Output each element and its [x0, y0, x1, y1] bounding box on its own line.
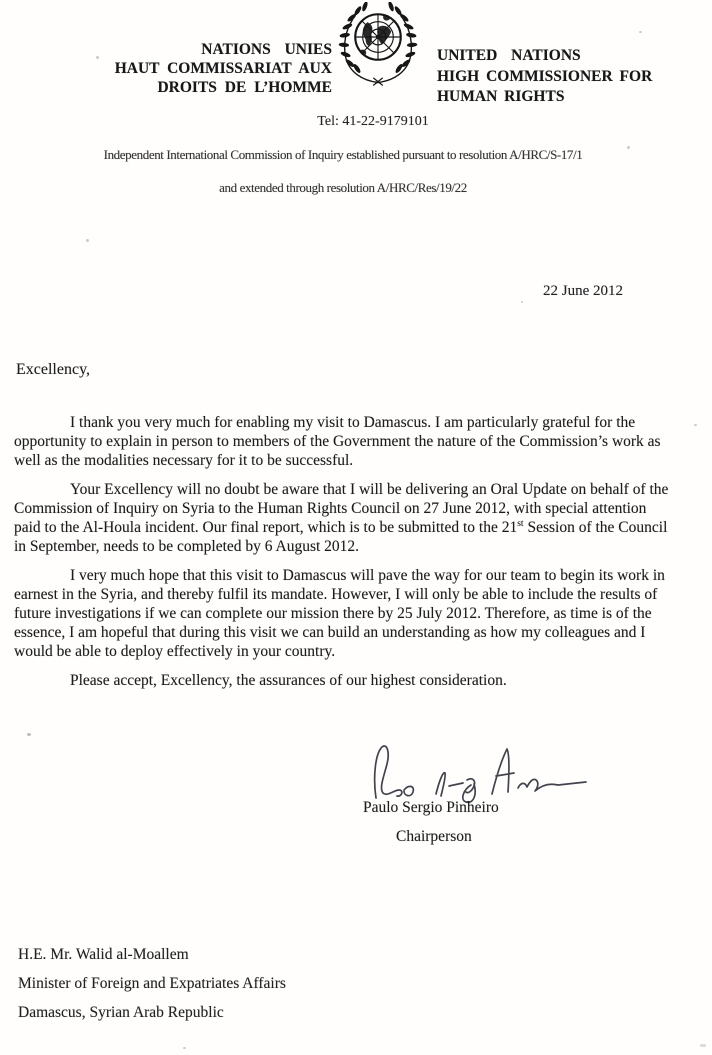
letterhead-english-line1: UNITED NATIONS [437, 47, 581, 64]
salutation: Excellency, [16, 361, 91, 378]
letterhead-french-line1: NATIONS UNIES [201, 41, 332, 58]
scan-speck [627, 146, 630, 149]
signature-scrawl [366, 740, 594, 806]
closing-line: Please accept, Excellency, the assurances of our highest consideration. [70, 672, 507, 689]
scan-speck [183, 1047, 186, 1049]
scan-speck [86, 239, 89, 242]
commission-line-1: Independent International Commission of Inquiry established pursuant to resolution A/HRC/S-17/1 [103, 147, 583, 162]
paragraph-2-post: Session of the Council in September, needs to be completed by 6 August 2012. [14, 519, 668, 555]
recipient-name: H.E. Mr. Walid al-Moallem [18, 946, 189, 963]
paragraph-3: I very much hope that this visit to Damascus will pave the way for our team to begin its work in earnest in the Syria, and thereby fulfil its mandate. However, I will only be able to include the results of future investigations if we can complete our mission there by 25 July 2012. Therefore, as time is of the essence, I am hopeful that during this visit we can build an understanding as how my colleagues and I would be able to deploy effectively in your country. [14, 567, 665, 660]
recipient-location: Damascus, Syrian Arab Republic [18, 1004, 224, 1021]
letterhead-french-line3: DROITS DE L’HOMME [157, 79, 332, 96]
letter-date: 22 June 2012 [543, 283, 623, 299]
signature-title: Chairperson [396, 828, 472, 845]
letterhead-english-line3: HUMAN RIGHTS [437, 88, 565, 105]
signature-name: Paulo Sergio Pinheiro [363, 799, 499, 816]
ordinal-superscript: st [517, 518, 524, 529]
letterhead-english-line2: HIGH COMMISSIONER FOR [437, 67, 653, 85]
un-emblem-icon [333, 2, 423, 86]
paragraph-1: I thank you very much for enabling my visit to Damascus. I am particularly grateful for the opportunity to explain in person to members of the Government the nature of the Commission’s work as well as the modalities necessary for it to be successful. [14, 414, 661, 469]
commission-line-2: and extended through resolution A/HRC/Res/19/22 [219, 180, 467, 195]
scan-speck [521, 301, 523, 303]
letterhead-english [437, 46, 687, 108]
letterhead-french [40, 40, 332, 97]
scan-speck [700, 1044, 706, 1047]
scan-speck [639, 31, 642, 33]
paragraph-2-pre: Your Excellency will no doubt be aware that I will be delivering an Oral Update on behalf of the Commission of Inquiry on Syria to the Human Rights Council on 27 June 2012, with special attention paid to the Al-Houla incident. Our final report, which is to be submitted to the 21 [14, 481, 669, 536]
scan-speck [27, 733, 31, 736]
recipient-block [18, 940, 286, 1027]
letterhead-french-line2: HAUT COMMISSARIAT AUX [114, 60, 332, 77]
letter-body [14, 413, 676, 700]
telephone-line: Tel: 41-22-9179101 [317, 114, 429, 129]
paragraph-2 [14, 480, 676, 556]
recipient-title: Minister of Foreign and Expatriates Affairs [18, 975, 286, 992]
scan-speck [694, 424, 697, 426]
scan-speck [96, 56, 99, 59]
